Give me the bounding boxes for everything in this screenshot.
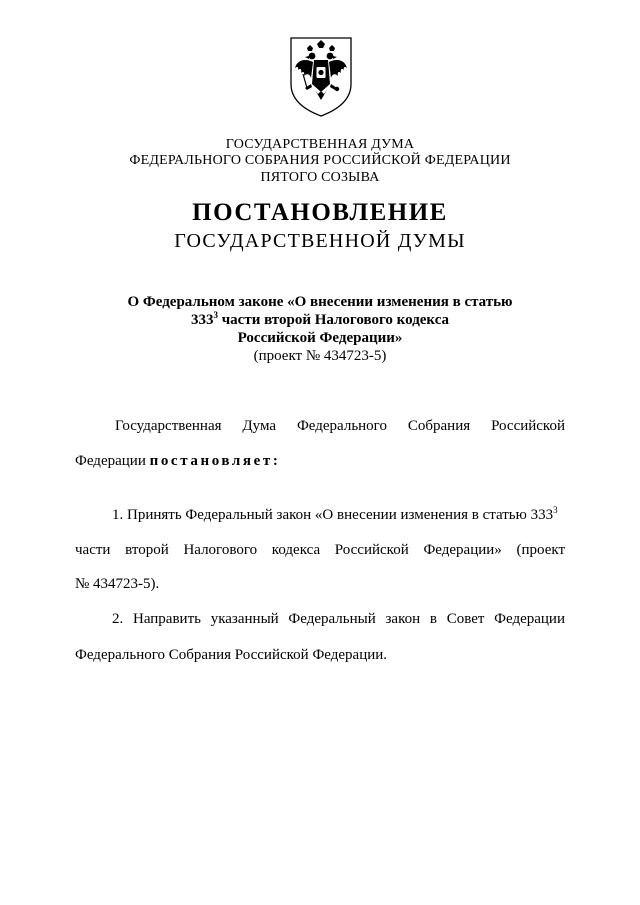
item-1-line-1 bbox=[112, 506, 572, 524]
document-subtitle: ГОСУДАРСТВЕННОЙ ДУМЫ bbox=[174, 230, 466, 252]
item-1-text: 1. Принять Федеральный закон «О внесении изменения в статью 333 bbox=[112, 507, 554, 523]
header-line-1: ГОСУДАРСТВЕННАЯ ДУМА bbox=[225, 137, 415, 152]
preamble-line-1: Государственная Дума Федерального Собрания Российской bbox=[115, 418, 565, 434]
item-1-superscript: 3 bbox=[553, 505, 558, 515]
item-1-line-3: № 434723-5). bbox=[75, 576, 160, 592]
item-2-line-2: Федерального Собрания Российской Федерации. bbox=[75, 647, 388, 663]
preamble-line-2 bbox=[75, 452, 565, 470]
draft-number: (проект № 434723-5) bbox=[253, 348, 387, 364]
document-title: ПОСТАНОВЛЕНИЕ bbox=[192, 199, 448, 226]
article-superscript: 3 bbox=[213, 310, 218, 320]
header-line-2: ФЕДЕРАЛЬНОГО СОБРАНИЯ РОССИЙСКОЙ ФЕДЕРАЦИИ bbox=[129, 153, 511, 168]
item-2-line-1: 2. Направить указанный Федеральный закон в Совет Федерации bbox=[112, 611, 565, 627]
subject-line-2 bbox=[0, 311, 640, 329]
subject-line-3: Российской Федерации» bbox=[237, 330, 403, 346]
header-line-3: ПЯТОГО СОЗЫВА bbox=[260, 170, 380, 185]
resolves-word: постановляет: bbox=[149, 453, 281, 469]
subject-line-2-rest: части второй Налогового кодекса bbox=[217, 312, 450, 328]
article-number: 333 bbox=[190, 312, 214, 328]
item-1-line-2: части второй Налогового кодекса Российской Федерации» (проект bbox=[75, 542, 565, 558]
preamble-text: Федерации bbox=[75, 453, 150, 469]
subject-line-1: О Федеральном законе «О внесении изменения в статью bbox=[127, 294, 513, 310]
state-emblem-icon bbox=[287, 34, 355, 118]
